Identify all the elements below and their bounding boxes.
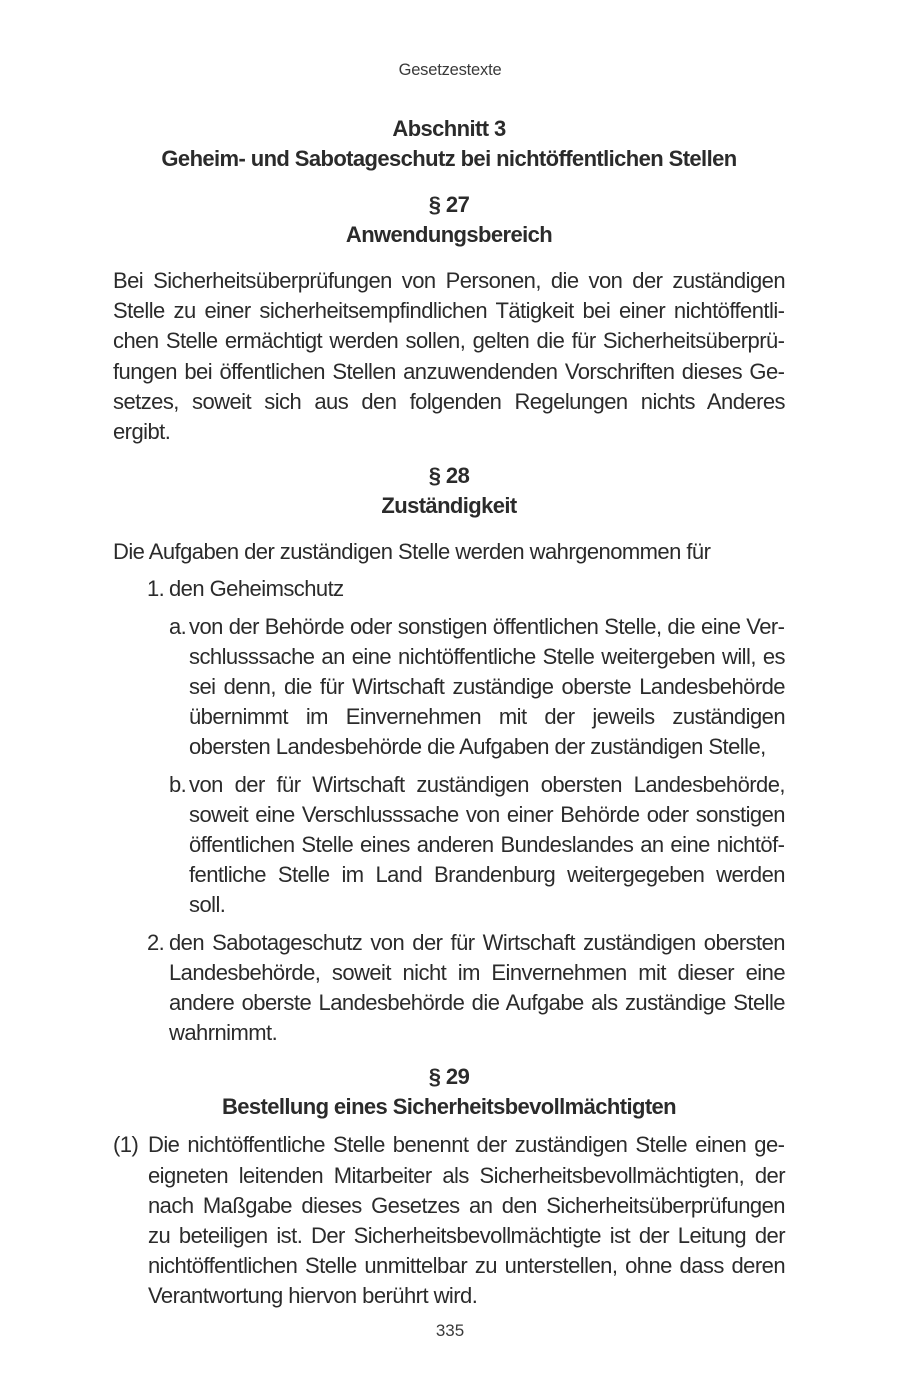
list-item-1b-text: von der für Wirtschaft zuständigen obersten Landesbehörde, soweit eine Verschlusssache von einer Behörde oder sonstigen öffentlichen Stelle eines anderen Bundeslandes an eine nichtöffentliche Stelle im Land Brandenburg weitergegeben werden soll. — [189, 771, 785, 918]
list-item-2-text: den Sabotageschutz von der für Wirtschaft zuständigen obersten Landesbehörde, soweit nicht im Einvernehmen mit dieser eine andere oberste Landesbehörde die Aufgabe als zuständige Stelle wahrnimmt. — [169, 929, 785, 1046]
paragraph-28-title: Zuständigkeit — [381, 493, 517, 519]
section-label: Abschnitt 3 — [392, 116, 506, 141]
paragraph-28-number: § 28 — [428, 463, 470, 489]
absatz-1-text: Die nichtöffentliche Stelle benennt der zuständigen Stelle einen geeigneten leitenden Mitarbeiter als Sicherheitsbevollmächtigten, der nach Maßgabe dieses Gesetzes an den Sicherheitsüberprüfungen zu beteiligen ist. Der Sicherheitsbevollmächtigte ist der Leitung der nichtöffentlichen Stelle unmittelbar zu unterstellen, ohne dass deren Verantwortung hiervon berührt wird. — [148, 1132, 785, 1309]
page-content — [113, 114, 785, 1312]
list-item-1a-letter: a. — [169, 613, 187, 639]
section-title: Geheim- und Sabotageschutz bei nichtöffentlichen Stellen — [161, 146, 737, 171]
list-item-1-text: den Geheimschutz — [169, 576, 344, 602]
list-item-2-number: 2. — [147, 929, 165, 955]
list-item-2 — [147, 928, 785, 1049]
paragraph-27-title: Anwendungsbereich — [345, 222, 553, 247]
running-head: Gesetzestexte — [398, 61, 502, 79]
paragraph-29-absatz-1 — [113, 1130, 785, 1311]
absatz-1-number: (1) — [113, 1132, 139, 1158]
list-item-1a-text: von der Behörde oder sonstigen öffentlichen Stelle, die eine Verschlusssache an eine nichtöffentliche Stelle weitergeben will, es sei denn, die für Wirtschaft zuständige oberste Landesbehörde übernimmt im Einvernehmen mit der jeweils zuständigen obersten Landesbehörde die Aufgaben der zuständigen Stelle, — [189, 613, 785, 760]
paragraph-27-number: § 27 — [428, 192, 470, 217]
list-item-1b — [169, 770, 785, 921]
paragraph-28-intro: Die Aufgaben der zuständigen Stelle werden wahrgenommen für — [113, 539, 711, 565]
paragraph-27-text: Bei Sicherheitsüberprüfungen von Personen, die von der zuständigen Stelle zu einer sicherheitsempfindlichen Tätigkeit bei einer nichtöffentlichen Stelle ermächtigt werden sollen, gelten die für Sicherheitsüberprüfungen bei öffentlichen Stellen anzuwendenden Vorschriften dieses Gesetzes, soweit sich aus den folgenden Regelungen nichts Anderes ergibt. — [113, 268, 785, 445]
paragraph-29-number: § 29 — [428, 1064, 470, 1090]
list-item-1 — [147, 574, 785, 604]
paragraph-29-title: Bestellung eines Sicherheitsbevollmächtigten — [221, 1094, 677, 1120]
page-number: 335 — [435, 1321, 465, 1340]
list-item-1b-letter: b. — [169, 771, 187, 797]
list-item-1-number: 1. — [147, 576, 165, 602]
list-item-1a — [169, 612, 785, 763]
